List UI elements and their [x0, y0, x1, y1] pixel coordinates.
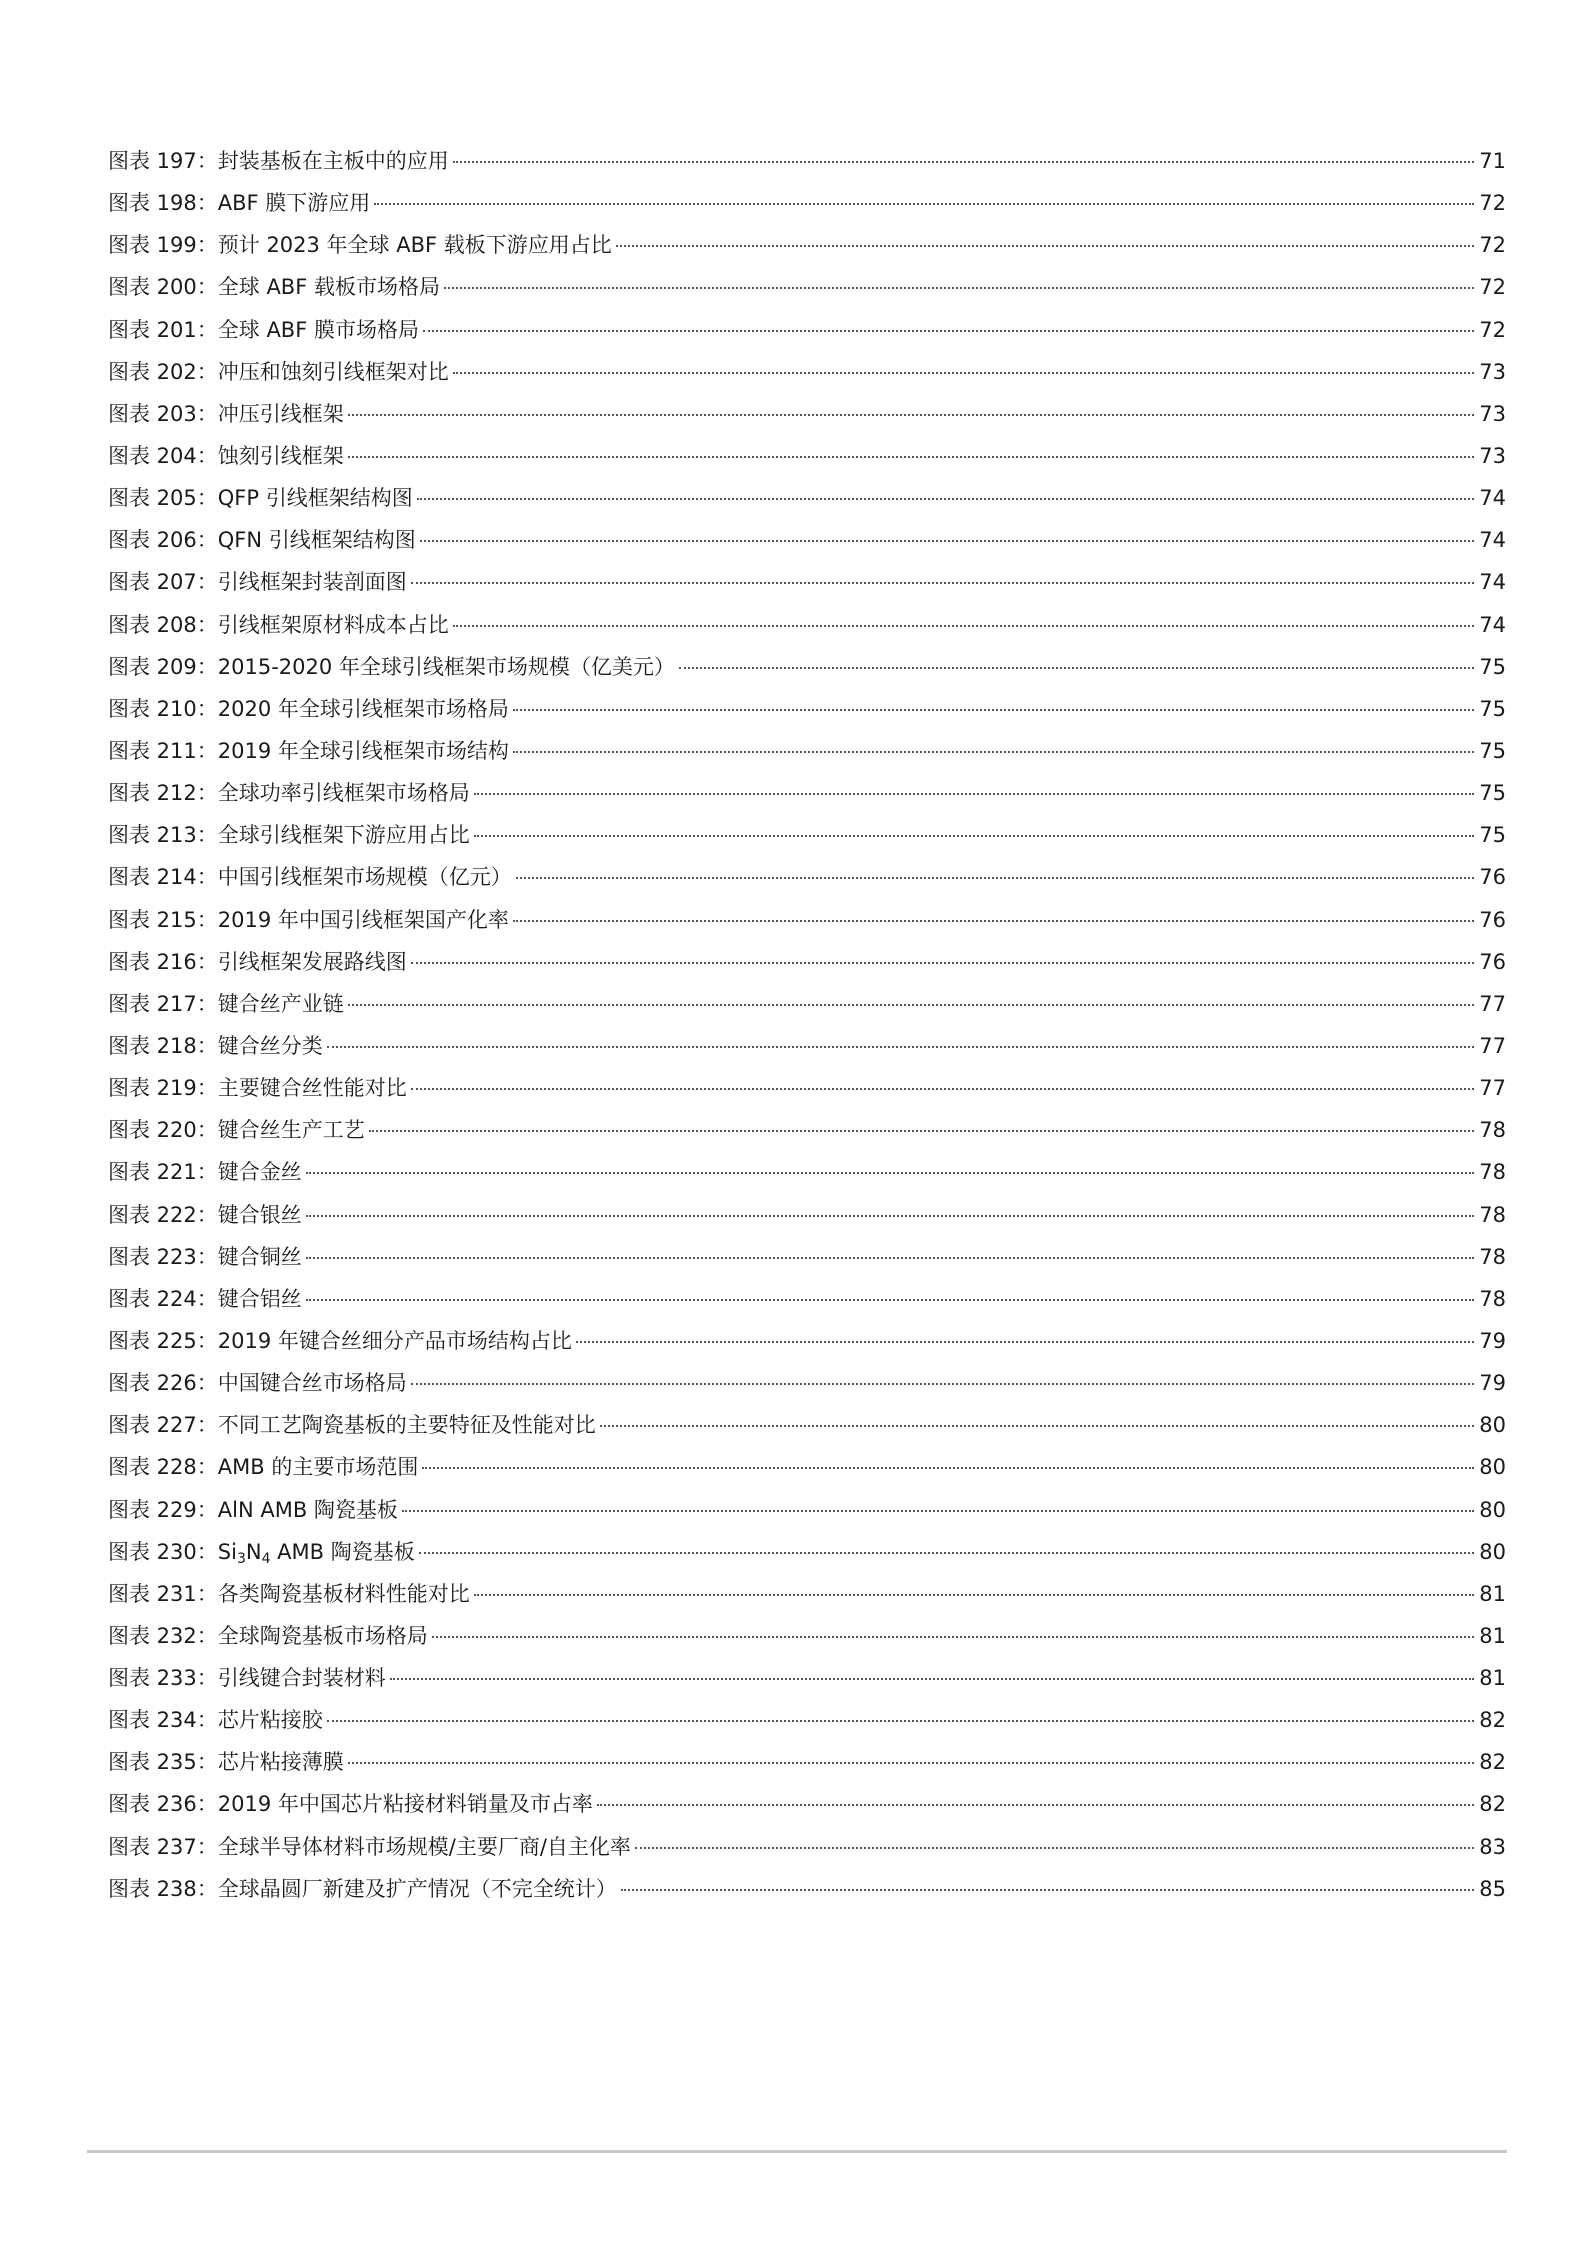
- toc-entry[interactable]: [108, 309, 1506, 351]
- toc-title: 2015-2020 年全球引线框架市场规模（亿美元）: [217, 654, 675, 679]
- toc-leader: [422, 1467, 1474, 1469]
- toc-entry[interactable]: [108, 983, 1506, 1025]
- toc-title: 键合银丝: [217, 1202, 302, 1227]
- toc-label: 图表 213：: [108, 823, 218, 848]
- toc-entry[interactable]: [108, 1278, 1506, 1320]
- toc-label: 图表 219：: [108, 1076, 218, 1101]
- toc-title: 键合丝产业链: [217, 991, 344, 1016]
- toc-title: 2019 年全球引线框架市场结构: [217, 738, 509, 763]
- toc-page-number: 81: [1479, 1623, 1506, 1648]
- toc-title: 引线框架原材料成本占比: [217, 612, 449, 637]
- toc-page-number: 85: [1479, 1876, 1506, 1901]
- footer-divider: [87, 2150, 1507, 2153]
- toc-page-number: 72: [1479, 233, 1506, 258]
- toc-label: 图表 198：: [108, 191, 218, 216]
- toc-label: 图表 221：: [108, 1160, 218, 1185]
- toc-page-number: 75: [1479, 781, 1506, 806]
- toc-label: 图表 224：: [108, 1286, 218, 1311]
- toc-label: 图表 214：: [108, 865, 218, 890]
- toc-leader: [453, 372, 1474, 374]
- toc-entry[interactable]: [108, 1868, 1506, 1910]
- toc-leader: [417, 498, 1474, 500]
- toc-leader: [474, 1594, 1474, 1596]
- toc-label: 图表 212：: [108, 781, 218, 806]
- toc-entry[interactable]: [108, 1489, 1506, 1531]
- toc-leader: [327, 1720, 1474, 1722]
- toc-entry[interactable]: [108, 1657, 1506, 1699]
- toc-label: 图表 235：: [108, 1750, 218, 1775]
- toc-page-number: 72: [1479, 317, 1506, 342]
- toc-page-number: 71: [1479, 149, 1506, 173]
- toc-page-number: 78: [1479, 1118, 1506, 1143]
- subscript-4: 4: [261, 1550, 271, 1567]
- toc-page-number: 82: [1479, 1708, 1506, 1733]
- toc-entry[interactable]: [108, 730, 1506, 772]
- toc-entry[interactable]: [108, 772, 1506, 814]
- toc-title: 全球半导体材料市场规模/主要厂商/自主化率: [217, 1834, 631, 1859]
- toc-page-number: 77: [1479, 1033, 1506, 1058]
- toc-page-number: 81: [1479, 1581, 1506, 1606]
- toc-label: 图表 200：: [108, 275, 218, 300]
- toc-entry[interactable]: [108, 1362, 1506, 1404]
- toc-leader: [348, 414, 1474, 416]
- toc-title: 全球晶圆厂新建及扩产情况（不完全统计）: [217, 1876, 617, 1901]
- toc-label: 图表 220：: [108, 1118, 218, 1143]
- toc-title: QFP 引线框架结构图: [217, 486, 413, 511]
- toc-page-number: 74: [1479, 570, 1506, 595]
- toc-label: 图表 228：: [108, 1455, 218, 1480]
- toc-title: 2020 年全球引线框架市场格局: [217, 696, 509, 721]
- toc-entry[interactable]: [108, 140, 1506, 182]
- toc-page-number: 74: [1479, 612, 1506, 637]
- toc-leader: [635, 1847, 1474, 1849]
- toc-leader: [306, 1257, 1474, 1259]
- formula-n: N: [245, 1539, 262, 1564]
- toc-page-number: 77: [1479, 1076, 1506, 1101]
- toc-entry[interactable]: [108, 1826, 1506, 1868]
- toc-title: QFN 引线框架结构图: [217, 528, 416, 553]
- toc-leader: [411, 1383, 1474, 1385]
- toc-entry[interactable]: [108, 182, 1506, 224]
- toc-leader: [576, 1341, 1474, 1343]
- toc-leader: [423, 330, 1474, 332]
- toc-label: 图表 207：: [108, 570, 218, 595]
- formula-rest: AMB 陶瓷基板: [270, 1539, 415, 1564]
- toc-label: 图表 236：: [108, 1792, 218, 1817]
- toc-page-number: 73: [1479, 401, 1506, 426]
- toc-leader: [453, 625, 1474, 627]
- toc-leader: [348, 1762, 1474, 1764]
- toc-entry[interactable]: [108, 519, 1506, 561]
- toc-leader: [374, 203, 1474, 205]
- toc-title: 封装基板在主板中的应用: [217, 149, 449, 173]
- toc-page-number: 77: [1479, 991, 1506, 1016]
- toc-leader: [679, 667, 1474, 669]
- toc-entry[interactable]: [108, 1615, 1506, 1657]
- toc-page-number: 74: [1479, 486, 1506, 511]
- toc-leader: [513, 920, 1474, 922]
- toc-title: 键合丝生产工艺: [217, 1118, 365, 1143]
- toc-label: 图表 201：: [108, 317, 218, 342]
- toc-leader: [516, 877, 1474, 879]
- toc-leader: [369, 1130, 1474, 1132]
- toc-title: 全球功率引线框架市场格局: [217, 781, 470, 806]
- toc-label: 图表 216：: [108, 949, 218, 974]
- toc-leader: [513, 751, 1474, 753]
- toc-page-number: 79: [1479, 1328, 1506, 1353]
- toc-title: 键合金丝: [217, 1160, 302, 1185]
- toc-page-number: 75: [1479, 823, 1506, 848]
- toc-title: 2019 年键合丝细分产品市场结构占比: [217, 1328, 572, 1353]
- toc-title: 芯片粘接胶: [217, 1708, 323, 1733]
- toc-title: 全球 ABF 膜市场格局: [217, 317, 419, 342]
- toc-leader: [348, 1004, 1474, 1006]
- toc-leader: [513, 709, 1474, 711]
- toc-label: 图表 226：: [108, 1371, 218, 1396]
- toc-title: 全球陶瓷基板市场格局: [217, 1623, 428, 1648]
- toc-entry[interactable]: [108, 393, 1506, 435]
- toc-leader: [402, 1510, 1474, 1512]
- toc-entry[interactable]: [108, 1194, 1506, 1236]
- toc-page-number: 75: [1479, 696, 1506, 721]
- toc-page-number: 80: [1479, 1455, 1506, 1480]
- toc-title: 2019 年中国芯片粘接材料销量及市占率: [217, 1792, 593, 1817]
- toc-entry[interactable]: [108, 1531, 1506, 1573]
- toc-label: 图表 227：: [108, 1413, 218, 1438]
- toc-page-number: 80: [1479, 1413, 1506, 1438]
- toc-leader: [616, 245, 1474, 247]
- toc-entry[interactable]: [108, 1573, 1506, 1615]
- toc-entry[interactable]: [108, 1320, 1506, 1362]
- toc-leader: [597, 1804, 1474, 1806]
- toc-label: 图表 218：: [108, 1033, 218, 1058]
- toc-entry[interactable]: [108, 477, 1506, 519]
- toc-page-number: 81: [1479, 1666, 1506, 1691]
- toc-entry[interactable]: [108, 604, 1506, 646]
- toc-entry[interactable]: [108, 1109, 1506, 1151]
- toc-entry[interactable]: [108, 224, 1506, 266]
- formula-si: Si: [217, 1539, 237, 1564]
- toc-entry[interactable]: [108, 1699, 1506, 1741]
- toc-title: 中国引线框架市场规模（亿元）: [217, 865, 512, 890]
- toc-label: 图表 197：: [108, 149, 218, 173]
- toc-leader: [306, 1299, 1474, 1301]
- toc-page-number: 78: [1479, 1202, 1506, 1227]
- toc-entry[interactable]: [108, 1404, 1506, 1446]
- toc-entry[interactable]: [108, 351, 1506, 393]
- toc-label: 图表 230：: [108, 1539, 218, 1564]
- toc-entry[interactable]: [108, 1741, 1506, 1783]
- toc-title: 引线键合封装材料: [217, 1666, 386, 1691]
- toc-label: 图表 225：: [108, 1328, 218, 1353]
- toc-entry[interactable]: [108, 1446, 1506, 1488]
- toc-leader: [621, 1889, 1474, 1891]
- toc-leader: [306, 1215, 1474, 1217]
- toc-page-number: 76: [1479, 865, 1506, 890]
- toc-label: 图表 205：: [108, 486, 218, 511]
- toc-label: 图表 209：: [108, 654, 218, 679]
- toc-leader: [420, 540, 1474, 542]
- toc-page-number: 83: [1479, 1834, 1506, 1859]
- toc-page-number: 75: [1479, 738, 1506, 763]
- toc-title: 冲压和蚀刻引线框架对比: [217, 359, 449, 384]
- toc-entry[interactable]: [108, 435, 1506, 477]
- toc-title: 不同工艺陶瓷基板的主要特征及性能对比: [217, 1413, 596, 1438]
- toc-title: 引线框架发展路线图: [217, 949, 407, 974]
- toc-page-number: 76: [1479, 949, 1506, 974]
- toc-page-number: 72: [1479, 191, 1506, 216]
- toc-leader: [411, 962, 1474, 964]
- table-of-figures: [108, 140, 1506, 1910]
- toc-title: AMB 的主要市场范围: [217, 1455, 419, 1480]
- toc-entry[interactable]: [108, 1151, 1506, 1193]
- toc-page-number: 78: [1479, 1244, 1506, 1269]
- toc-leader: [306, 1172, 1474, 1174]
- toc-title: 键合丝分类: [217, 1033, 323, 1058]
- toc-leader: [453, 161, 1474, 163]
- toc-title: 键合铝丝: [217, 1286, 302, 1311]
- toc-entry[interactable]: [108, 266, 1506, 308]
- toc-leader: [419, 1552, 1474, 1554]
- toc-label: 图表 231：: [108, 1581, 218, 1606]
- toc-label: 图表 233：: [108, 1666, 218, 1691]
- toc-page-number: 78: [1479, 1286, 1506, 1311]
- toc-title: 各类陶瓷基板材料性能对比: [217, 1581, 470, 1606]
- toc-title: 冲压引线框架: [217, 401, 344, 426]
- toc-page-number: 73: [1479, 359, 1506, 384]
- toc-label: 图表 202：: [108, 359, 218, 384]
- toc-entry[interactable]: [108, 1025, 1506, 1067]
- toc-label: 图表 234：: [108, 1708, 218, 1733]
- toc-label: 图表 215：: [108, 907, 218, 932]
- toc-label: 图表 206：: [108, 528, 218, 553]
- toc-page-number: 80: [1479, 1539, 1506, 1564]
- toc-title: ABF 膜下游应用: [217, 191, 371, 216]
- toc-label: 图表 229：: [108, 1497, 218, 1522]
- toc-entry[interactable]: [108, 941, 1506, 983]
- toc-label: 图表 237：: [108, 1834, 218, 1859]
- toc-page-number: 75: [1479, 654, 1506, 679]
- toc-entry[interactable]: [108, 899, 1506, 941]
- toc-page-number: 76: [1479, 907, 1506, 932]
- toc-leader: [474, 835, 1474, 837]
- toc-entry[interactable]: [108, 561, 1506, 603]
- toc-title: 引线框架封装剖面图: [217, 570, 407, 595]
- toc-leader: [432, 1636, 1474, 1638]
- toc-leader: [327, 1046, 1474, 1048]
- toc-leader: [390, 1678, 1474, 1680]
- toc-entry[interactable]: [108, 856, 1506, 898]
- toc-page-number: 78: [1479, 1160, 1506, 1185]
- toc-page-number: 79: [1479, 1371, 1506, 1396]
- toc-page-number: 82: [1479, 1750, 1506, 1775]
- toc-page-number: 73: [1479, 443, 1506, 468]
- toc-label: 图表 232：: [108, 1623, 218, 1648]
- toc-label: 图表 238：: [108, 1876, 218, 1901]
- toc-title: 预计 2023 年全球 ABF 载板下游应用占比: [217, 233, 612, 258]
- toc-leader: [348, 456, 1474, 458]
- toc-title: 中国键合丝市场格局: [217, 1371, 407, 1396]
- toc-title: 全球 ABF 载板市场格局: [217, 275, 440, 300]
- toc-leader: [411, 1088, 1474, 1090]
- toc-title: 2019 年中国引线框架国产化率: [217, 907, 509, 932]
- toc-label: 图表 203：: [108, 401, 218, 426]
- subscript-3: 3: [236, 1550, 246, 1567]
- toc-page-number: 80: [1479, 1497, 1506, 1522]
- toc-entry[interactable]: [108, 814, 1506, 856]
- toc-label: 图表 199：: [108, 233, 218, 258]
- toc-page-number: 74: [1479, 528, 1506, 553]
- toc-page-number: 72: [1479, 275, 1506, 300]
- toc-leader: [411, 582, 1474, 584]
- toc-leader: [444, 287, 1474, 289]
- toc-label: 图表 217：: [108, 991, 218, 1016]
- toc-entry[interactable]: [108, 1067, 1506, 1109]
- toc-entry[interactable]: [108, 1236, 1506, 1278]
- toc-entry[interactable]: [108, 688, 1506, 730]
- toc-label: 图表 222：: [108, 1202, 218, 1227]
- toc-title: 全球引线框架下游应用占比: [217, 823, 470, 848]
- toc-label: 图表 208：: [108, 612, 218, 637]
- toc-leader: [474, 793, 1474, 795]
- toc-title: AlN AMB 陶瓷基板: [217, 1497, 398, 1522]
- toc-title: 芯片粘接薄膜: [217, 1750, 344, 1775]
- toc-title: 蚀刻引线框架: [217, 443, 344, 468]
- toc-label: 图表 210：: [108, 696, 218, 721]
- toc-entry[interactable]: [108, 646, 1506, 688]
- toc-leader: [600, 1425, 1474, 1427]
- toc-entry[interactable]: [108, 1783, 1506, 1825]
- toc-label: 图表 223：: [108, 1244, 218, 1269]
- toc-label: 图表 204：: [108, 443, 218, 468]
- toc-title: 主要键合丝性能对比: [217, 1076, 407, 1101]
- toc-title: 键合铜丝: [217, 1244, 302, 1269]
- toc-label: 图表 211：: [108, 738, 218, 763]
- toc-page-number: 82: [1479, 1792, 1506, 1817]
